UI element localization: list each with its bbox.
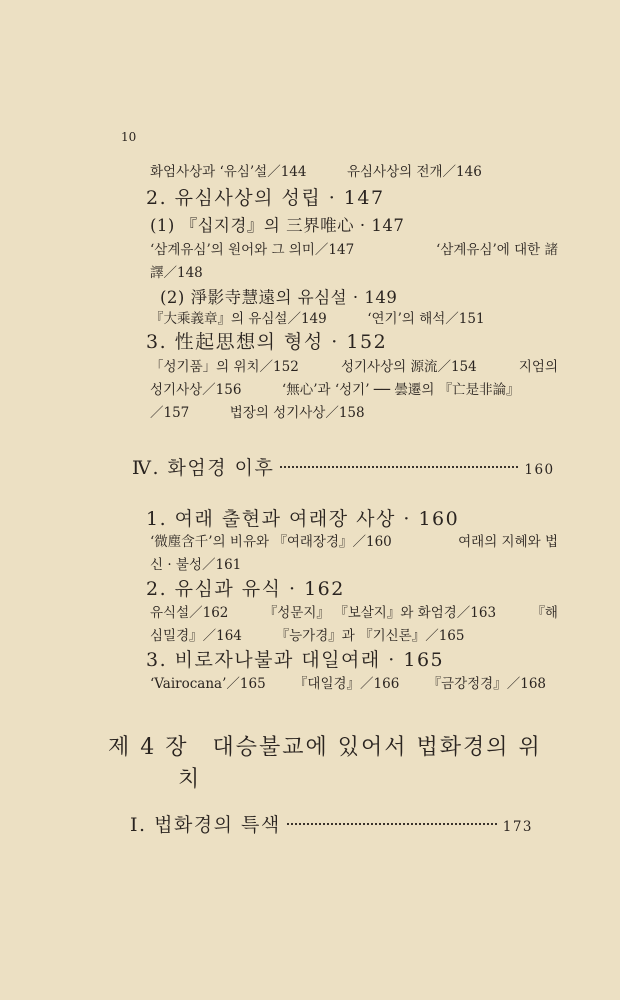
leader-dots	[287, 823, 497, 825]
toc-subsection-heading: (1) 『십지경』의 三界唯心 · 147	[150, 216, 405, 235]
toc-entry: ‘微塵含千’의 비유와 『여래장경』／160 여래의 지혜와 법	[150, 534, 558, 550]
toc-section-heading: 2. 유심과 유식 · 162	[146, 578, 345, 600]
toc-section-heading: 3. 性起思想의 형성 · 152	[146, 331, 388, 353]
toc-part-heading: Ⅰ. 법화경의 특색 173	[130, 814, 534, 836]
page-number: 10	[121, 130, 137, 144]
chapter-title: 제 4 장 대승불교에 있어서 법화경의 위	[108, 735, 542, 760]
toc-part-heading: Ⅳ. 화엄경 이후 160	[132, 457, 555, 479]
toc-page-ref: 173	[502, 819, 534, 835]
toc-entry: ／157 법장의 성기사상／158	[150, 405, 365, 421]
toc-section-heading: 1. 여래 출현과 여래장 사상 · 160	[146, 508, 460, 530]
toc-entry: 화엄사상과 ‘유심’설／144 유심사상의 전개／146	[150, 164, 482, 180]
toc-entry: 유식설／162 『성문지』 『보살지』와 화엄경／163 『해	[150, 605, 558, 621]
toc-entry: 성기사상／156 ‘無心’과 ‘성기’ ── 曇遷의 『亡是非論』	[150, 382, 520, 398]
toc-entry: ‘Vairocana’／165 『대일경』／166 『금강정경』／168	[150, 676, 546, 692]
toc-page-ref: 160	[524, 462, 555, 478]
toc-section-heading: 2. 유심사상의 성립 · 147	[146, 187, 385, 209]
toc-entry: 「성기품」의 위치／152 성기사상의 源流／154 지엄의	[150, 359, 558, 375]
leader-dots	[280, 466, 518, 468]
toc-entry: 심밀경』／164 『능가경』과 『기신론』／165	[150, 628, 465, 644]
toc-subsection-heading: (2) 淨影寺慧遠의 유심설 · 149	[160, 288, 398, 307]
toc-entry: 『大乘義章』의 유심설／149 ‘연기’의 해석／151	[150, 311, 485, 327]
toc-entry: 신 · 불성／161	[150, 557, 242, 573]
toc-entry: ‘삼계유심’의 원어와 그 의미／147 ‘삼계유심’에 대한 諸	[150, 242, 558, 258]
chapter-title-continued: 치	[178, 767, 202, 792]
toc-section-heading: 3. 비로자나불과 대일여래 · 165	[146, 649, 445, 671]
toc-entry: 譯／148	[150, 265, 203, 281]
